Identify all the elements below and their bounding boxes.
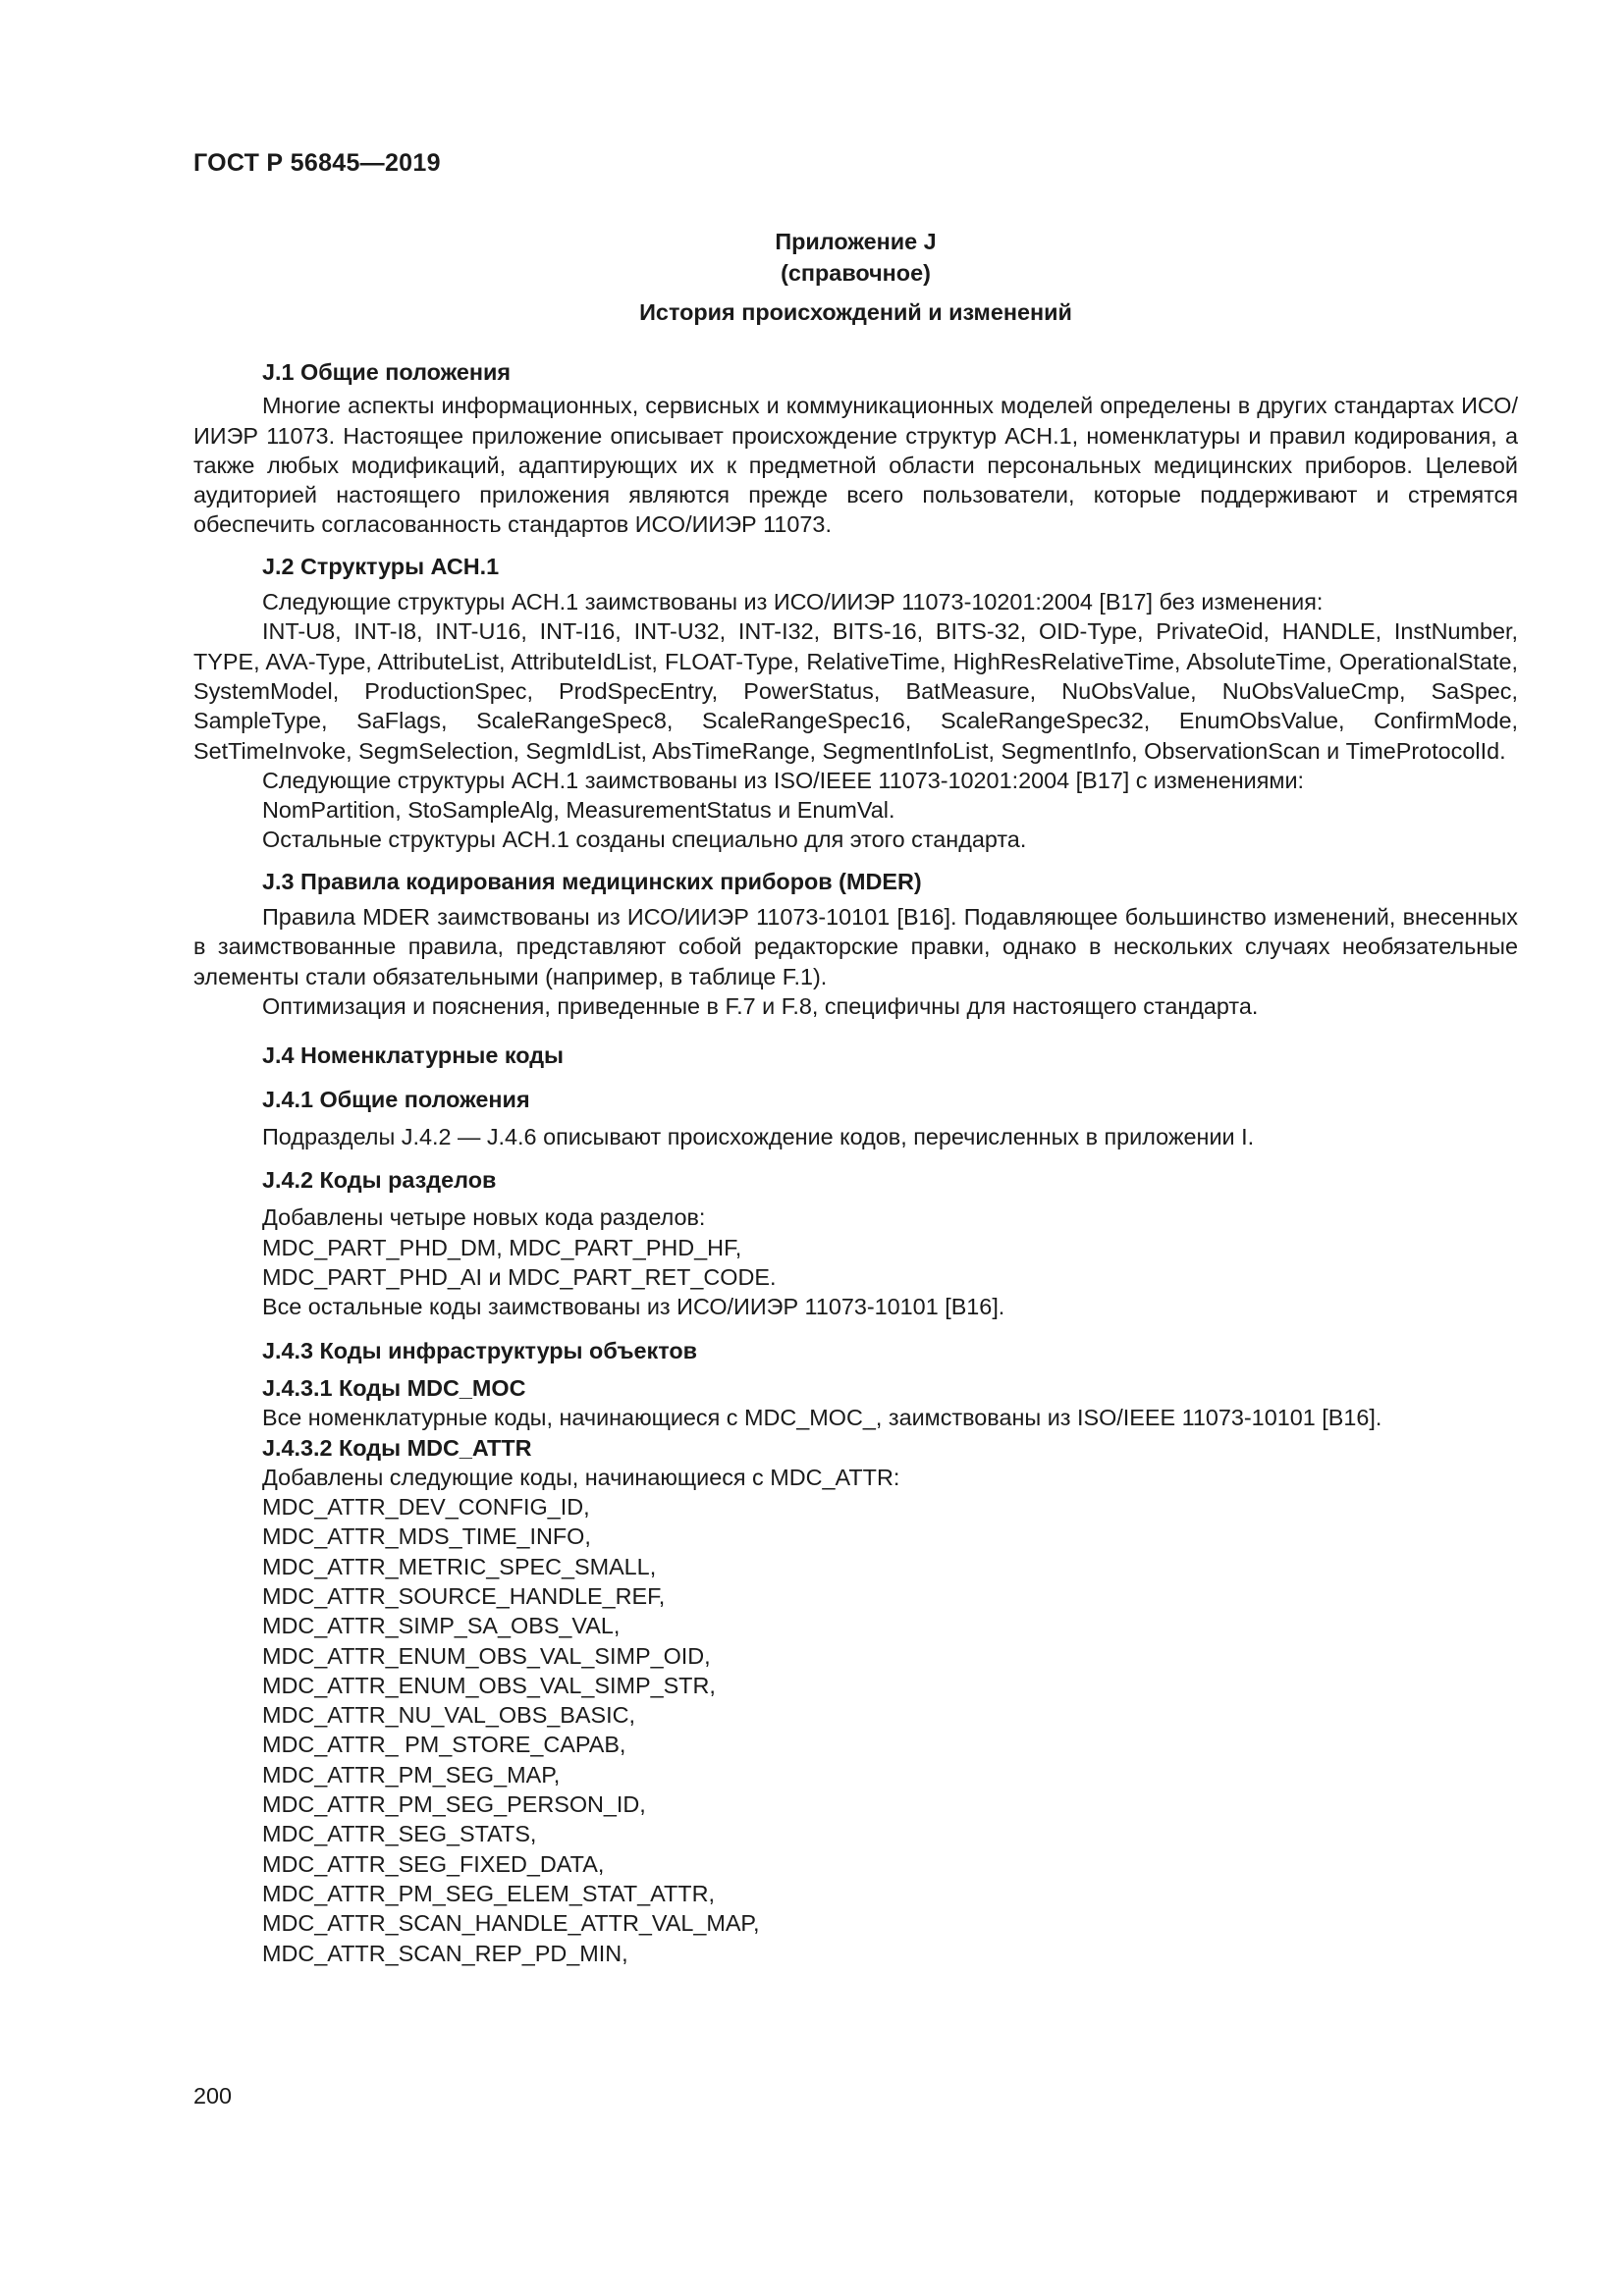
section-heading-j4-1: J.4.1 Общие положения <box>262 1086 530 1112</box>
section-heading-j4-3-1: J.4.3.1 Коды MDC_MOC <box>262 1374 526 1401</box>
code-line: MDC_ATTR_SEG_FIXED_DATA, <box>262 1850 605 1877</box>
section-heading-j4: J.4 Номенклатурные коды <box>262 1042 565 1069</box>
code-line: MDC_ATTR_SEG_STATS, <box>262 1821 537 1847</box>
text-line: MDC_PART_PHD_AI и MDC_PART_RET_CODE. <box>262 1264 777 1291</box>
text-line: Добавлены четыре новых кода разделов: <box>262 1204 706 1231</box>
code-line: MDC_ATTR_SIMP_SA_OBS_VAL, <box>262 1613 621 1639</box>
code-line: MDC_ATTR_ENUM_OBS_VAL_SIMP_OID, <box>262 1642 711 1669</box>
appendix-title: Приложение J <box>775 229 937 254</box>
section-heading-j4-2: J.4.2 Коды разделов <box>262 1167 497 1194</box>
document-header: ГОСТ Р 56845—2019 <box>193 149 441 177</box>
section-j2-paragraph-2: INT-U8, INT-I8, INT-U16, INT-I16, INT-U32, INT-I32, BITS-16, BITS-32, OID-Type, PrivateOid, HANDLE, InstNumber, TYPE, AVA-Type, AttributeList, AttributeIdList, FLOAT-Type, RelativeTime, HighResRelativeTime, AbsoluteTime, OperationalState, SystemModel, ProductionSpec, ProdSpecEntry, PowerStatus, BatMeasure, NuObsValue, NuObsValueCmp, SaSpec, SampleType, SaFlags, ScaleRangeSpec8, ScaleRangeSpec16, ScaleRangeSpec32, EnumObsValue, ConfirmMode, SetTimeInvoke, SegmSelection, SegmIdList, AbsTimeRange, SegmentInfoList, SegmentInfo, ObservationScan и TimeProtocolId. <box>193 618 1518 764</box>
section-j3-paragraph-1: Правила MDER заимствованы из ИСО/ИИЭР 11073-10101 [B16]. Подавляющее большинство изменений, внесенных в заимствованные правила, представляют собой редакторские правки, однако в нескольких случаях необязательные элементы стали обязательными (например, в таблице F.1). <box>193 904 1518 989</box>
code-line: MDC_ATTR_SCAN_REP_PD_MIN, <box>262 1940 628 1966</box>
code-line: MDC_ATTR_SOURCE_HANDLE_REF, <box>262 1582 666 1609</box>
code-line: MDC_ATTR_PM_SEG_ELEM_STAT_ATTR, <box>262 1880 715 1906</box>
code-line: MDC_ATTR_SCAN_HANDLE_ATTR_VAL_MAP, <box>262 1910 760 1937</box>
text-line: Все остальные коды заимствованы из ИСО/ИИЭР 11073-10101 [B16]. <box>262 1294 1005 1320</box>
section-heading-j2: J.2 Структуры АСН.1 <box>262 553 500 579</box>
section-j1-paragraph: Многие аспекты информационных, сервисных и коммуникационных моделей определены в других стандартах ИСО/ИИЭР 11073. Настоящее приложение описывает происхождение структур АСН.1, номенклатуры и правил кодирования, а также любых модификаций, адаптирующих их к предметной области персональных медицинских приборов. Целевой аудиторией настоящего приложения являются прежде всего пользователи, которые поддерживают и стремятся обеспечить согласованность стандартов ИСО/ИИЭР 11073. <box>193 393 1518 538</box>
section-j4-3-1-paragraph: Все номенклатурные коды, начинающиеся с MDC_MOC_, заимствованы из ISO/IEEE 11073-10101 [B16]. <box>262 1405 1382 1431</box>
page-content <box>193 226 1518 1968</box>
section-j2-paragraph-4: NomPartition, StoSampleAlg, MeasurementStatus и EnumVal. <box>262 797 895 824</box>
code-line: MDC_ATTR_NU_VAL_OBS_BASIC, <box>262 1702 635 1729</box>
section-j2-paragraph-5: Остальные структуры АСН.1 созданы специально для этого стандарта. <box>262 827 1027 853</box>
code-line: MDC_ATTR_ PM_STORE_CAPAB, <box>262 1732 626 1758</box>
mdc-attr-code-list <box>193 1492 1518 1968</box>
section-j2-paragraph-1: Следующие структуры АСН.1 заимствованы из ИСО/ИИЭР 11073-10201:2004 [B17] без изменения: <box>262 589 1324 615</box>
code-line: MDC_ATTR_METRIC_SPEC_SMALL, <box>262 1553 657 1579</box>
section-heading-j3: J.3 Правила кодирования медицинских приборов (MDER) <box>262 868 922 894</box>
section-j3-paragraph-2: Оптимизация и пояснения, приведенные в F.7 и F.8, специфичны для настоящего стандарта. <box>262 992 1259 1019</box>
code-line: MDC_ATTR_MDS_TIME_INFO, <box>262 1523 591 1550</box>
code-line: MDC_ATTR_PM_SEG_PERSON_ID, <box>262 1791 646 1818</box>
section-j4-1-paragraph: Подразделы J.4.2 — J.4.6 описывают происхождение кодов, перечисленных в приложении I. <box>262 1123 1255 1149</box>
section-j4-3-2-intro: Добавлены следующие коды, начинающиеся с MDC_ATTR: <box>262 1464 900 1490</box>
section-j4-2-lines <box>193 1202 1518 1321</box>
text-line: MDC_PART_PHD_DM, MDC_PART_PHD_HF, <box>262 1234 742 1260</box>
section-heading-j1: J.1 Общие положения <box>262 359 512 385</box>
section-heading-j4-3-2: J.4.3.2 Коды MDC_ATTR <box>262 1434 532 1461</box>
appendix-subtitle: (справочное) <box>781 260 931 286</box>
section-heading-j4-3: J.4.3 Коды инфраструктуры объектов <box>262 1337 698 1363</box>
appendix-heading: История происхождений и изменений <box>639 299 1072 325</box>
section-j2-paragraph-3: Следующие структуры АСН.1 заимствованы из ISO/IEEE 11073-10201:2004 [B17] с изменениями: <box>262 767 1305 793</box>
code-line: MDC_ATTR_ENUM_OBS_VAL_SIMP_STR, <box>262 1672 716 1698</box>
code-line: MDC_ATTR_DEV_CONFIG_ID, <box>262 1494 590 1521</box>
code-line: MDC_ATTR_PM_SEG_MAP, <box>262 1761 561 1788</box>
page-number: 200 <box>193 2083 233 2109</box>
